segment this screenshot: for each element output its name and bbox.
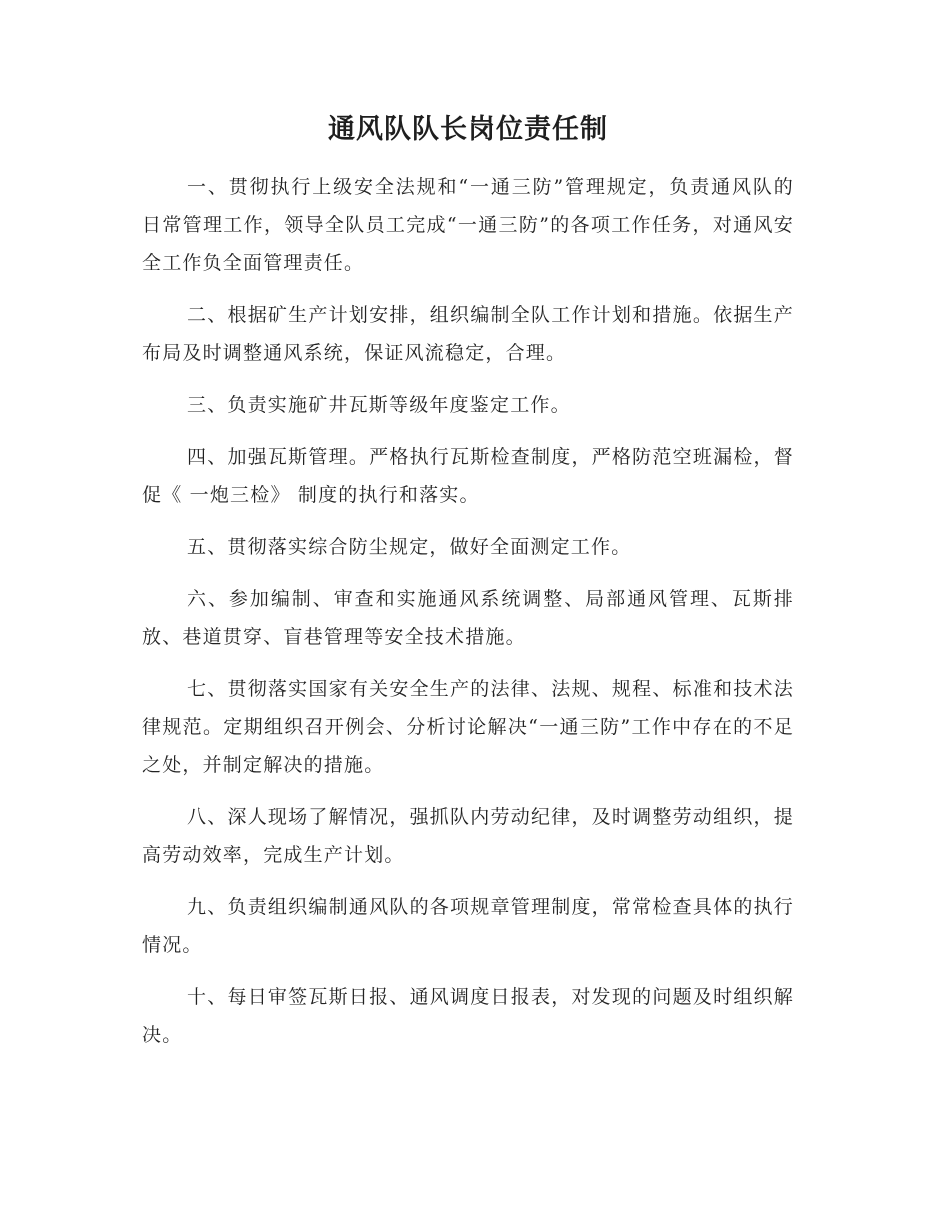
document-title: 通风队队长岗位责任制	[328, 114, 608, 145]
paragraph-7: 七、贯彻落实国家有关安全生产的法律、法规、规程、标准和技术法律规范。定期组织召开例会、分析讨论解决“一通三防”工作中存在的不足之处，并制定解决的措施。	[142, 678, 794, 776]
paragraph-6: 六、参加编制、审查和实施通风系统调整、局部通风管理、瓦斯排放、巷道贯穿、盲巷管理等安全技术措施。	[142, 588, 794, 648]
paragraph-3: 三、负责实施矿井瓦斯等级年度鉴定工作。	[187, 394, 571, 416]
paragraph-2: 二、根据矿生产计划安排，组织编制全队工作计划和措施。依据生产布局及时调整通风系统，保证风流稳定，合理。	[142, 304, 794, 364]
paragraph-1: 一、贯彻执行上级安全法规和“一通三防”管理规定，负责通风队的日常管理工作，领导全队员工完成“一通三防”的各项工作任务，对通风安全工作负全面管理责任。	[142, 176, 794, 274]
paragraph-9: 九、负责组织编制通风队的各项规章管理制度，常常检查具体的执行情况。	[142, 896, 794, 956]
paragraph-4: 四、加强瓦斯管理。严格执行瓦斯检查制度，严格防范空班漏检，督促《 一炮三检》 制度的执行和落实。	[142, 446, 794, 506]
paragraph-8: 八、深人现场了解情况，强抓队内劳动纪律，及时调整劳动组织，提高劳动效率，完成生产计划。	[142, 806, 794, 866]
paragraph-10: 十、每日审签瓦斯日报、通风调度日报表，对发现的问题及时组织解决。	[142, 986, 794, 1046]
paragraph-5: 五、贯彻落实综合防尘规定，做好全面测定工作。	[187, 536, 632, 558]
document-page	[142, 108, 794, 1068]
